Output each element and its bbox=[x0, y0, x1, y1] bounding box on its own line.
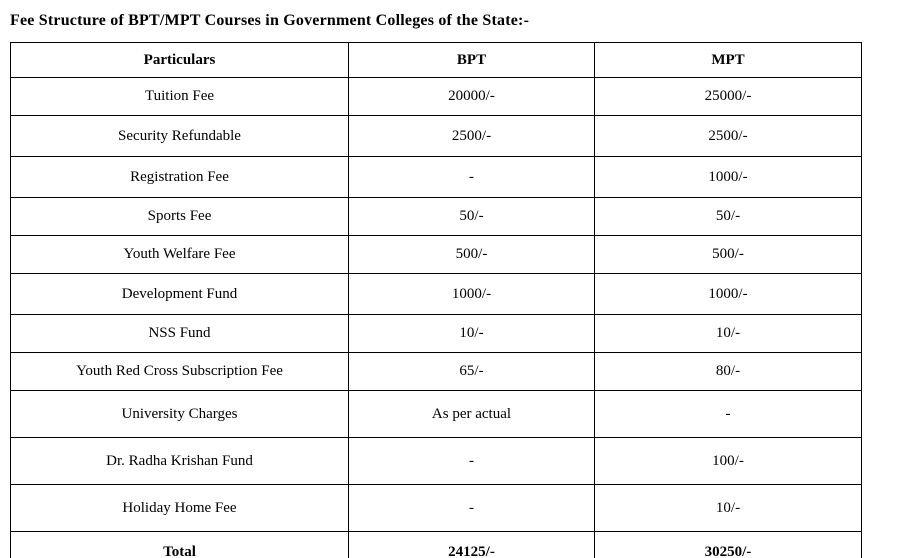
table-row bbox=[11, 438, 862, 485]
cell-particulars: Tuition Fee bbox=[11, 78, 349, 116]
cell-mpt: 1000/- bbox=[595, 274, 862, 315]
cell-mpt: 80/- bbox=[595, 353, 862, 391]
cell-bpt: 50/- bbox=[349, 198, 595, 236]
cell-particulars: Holiday Home Fee bbox=[11, 485, 349, 532]
cell-mpt: 1000/- bbox=[595, 157, 862, 198]
cell-particulars: Development Fund bbox=[11, 274, 349, 315]
cell-mpt: 500/- bbox=[595, 236, 862, 274]
fee-structure-table bbox=[10, 42, 862, 558]
cell-bpt: 500/- bbox=[349, 236, 595, 274]
table-row bbox=[11, 391, 862, 438]
column-header-bpt: BPT bbox=[349, 43, 595, 78]
cell-bpt: - bbox=[349, 485, 595, 532]
cell-particulars: University Charges bbox=[11, 391, 349, 438]
table-row bbox=[11, 315, 862, 353]
cell-bpt: 10/- bbox=[349, 315, 595, 353]
cell-mpt: 100/- bbox=[595, 438, 862, 485]
cell-bpt: 2500/- bbox=[349, 116, 595, 157]
column-header-particulars: Particulars bbox=[11, 43, 349, 78]
table-row bbox=[11, 78, 862, 116]
cell-particulars: Registration Fee bbox=[11, 157, 349, 198]
table-row bbox=[11, 353, 862, 391]
cell-mpt: 25000/- bbox=[595, 78, 862, 116]
cell-bpt: 1000/- bbox=[349, 274, 595, 315]
cell-bpt: 20000/- bbox=[349, 78, 595, 116]
cell-mpt: 10/- bbox=[595, 315, 862, 353]
cell-particulars: Dr. Radha Krishan Fund bbox=[11, 438, 349, 485]
cell-particulars: Youth Red Cross Subscription Fee bbox=[11, 353, 349, 391]
cell-particulars: Security Refundable bbox=[11, 116, 349, 157]
cell-bpt: - bbox=[349, 157, 595, 198]
cell-mpt: - bbox=[595, 391, 862, 438]
cell-bpt: As per actual bbox=[349, 391, 595, 438]
column-header-mpt: MPT bbox=[595, 43, 862, 78]
table-row bbox=[11, 236, 862, 274]
table-row bbox=[11, 198, 862, 236]
cell-mpt: 2500/- bbox=[595, 116, 862, 157]
table-row bbox=[11, 274, 862, 315]
cell-mpt-total: 30250/- bbox=[595, 532, 862, 558]
cell-particulars: Youth Welfare Fee bbox=[11, 236, 349, 274]
table-row bbox=[11, 157, 862, 198]
cell-mpt: 10/- bbox=[595, 485, 862, 532]
table-row bbox=[11, 485, 862, 532]
table-header-row bbox=[11, 43, 862, 78]
table-row bbox=[11, 116, 862, 157]
cell-particulars: NSS Fund bbox=[11, 315, 349, 353]
cell-particulars: Sports Fee bbox=[11, 198, 349, 236]
cell-mpt: 50/- bbox=[595, 198, 862, 236]
cell-bpt-total: 24125/- bbox=[349, 532, 595, 558]
page-title: Fee Structure of BPT/MPT Courses in Government Colleges of the State:- bbox=[10, 12, 530, 29]
cell-bpt: - bbox=[349, 438, 595, 485]
cell-particulars-total: Total bbox=[11, 532, 349, 558]
cell-bpt: 65/- bbox=[349, 353, 595, 391]
table-total-row bbox=[11, 532, 862, 558]
